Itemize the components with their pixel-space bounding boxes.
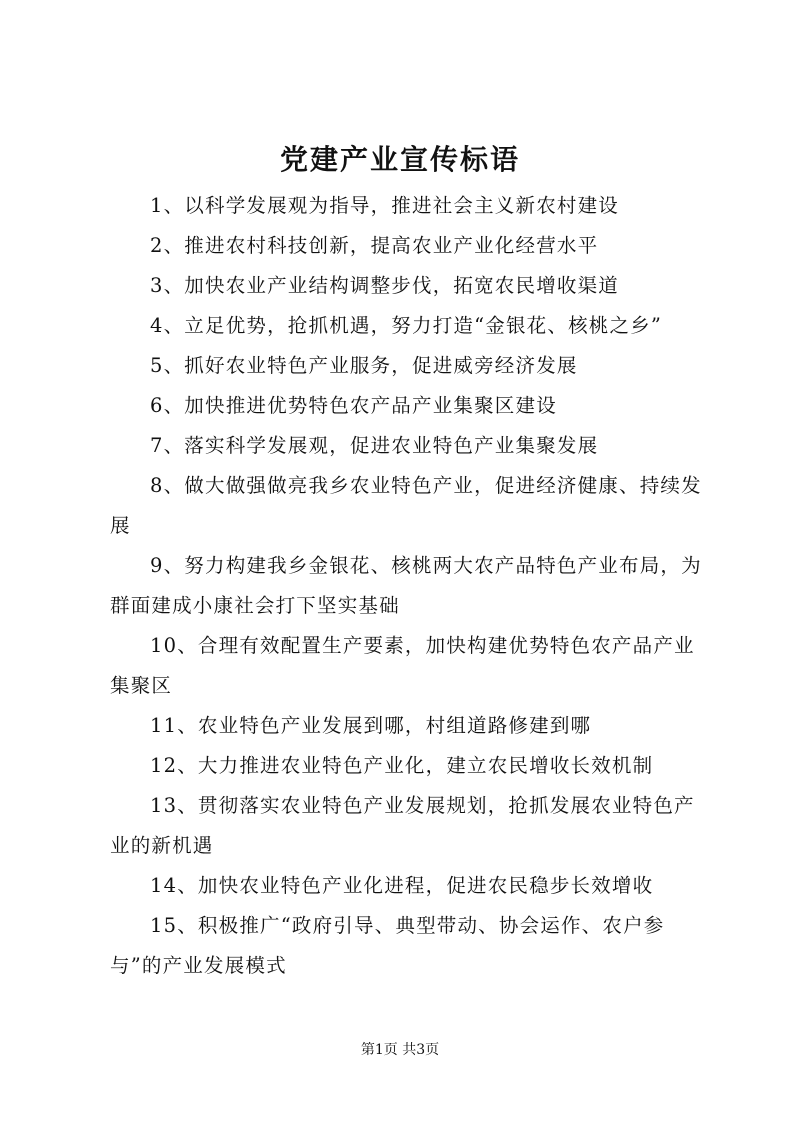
slogan-item-9: 9、努力构建我乡金银花、核桃两大农产品特色产业布局，为群面建成小康社会打下坚实基础 <box>110 554 702 617</box>
slogan-item-1: 1、以科学发展观为指导，推进社会主义新农村建设 <box>150 194 620 217</box>
slogan-item-14: 14、加快农业特色产业化进程，促进农民稳步长效增收 <box>150 874 654 897</box>
slogan-list <box>110 186 704 986</box>
slogan-item-6: 6、加快推进优势特色农产品产业集聚区建设 <box>150 394 557 417</box>
page-number-footer: 第1页 共3页 <box>360 1042 440 1058</box>
slogan-item-5: 5、抓好农业特色产业服务，促进威旁经济发展 <box>150 354 578 377</box>
slogan-item-7: 7、落实科学发展观，促进农业特色产业集聚发展 <box>150 434 599 457</box>
slogan-item-3: 3、加快农业产业结构调整步伐，拓宽农民增收渠道 <box>150 274 620 297</box>
slogan-item-8: 8、做大做强做亮我乡农业特色产业，促进经济健康、持续发展 <box>110 474 702 537</box>
slogan-item-10: 10、合理有效配置生产要素，加快构建优势特色农产品产业集聚区 <box>110 634 695 697</box>
slogan-item-15: 15、积极推广“政府引导、典型带动、协会运作、农户参与”的产业发展模式 <box>110 914 665 977</box>
slogan-item-12: 12、大力推进农业特色产业化，建立农民增收长效机制 <box>150 754 654 777</box>
slogan-item-13: 13、贯彻落实农业特色产业发展规划，抢抓发展农业特色产业的新机遇 <box>110 794 695 857</box>
slogan-item-4: 4、立足优势，抢抓机遇，努力打造“金银花、核桃之乡” <box>150 314 663 337</box>
document-title: 党建产业宣传标语 <box>279 143 520 176</box>
slogan-item-11: 11、农业特色产业发展到哪，村组道路修建到哪 <box>150 714 592 737</box>
slogan-item-2: 2、推进农村科技创新，提高农业产业化经营水平 <box>150 234 599 257</box>
